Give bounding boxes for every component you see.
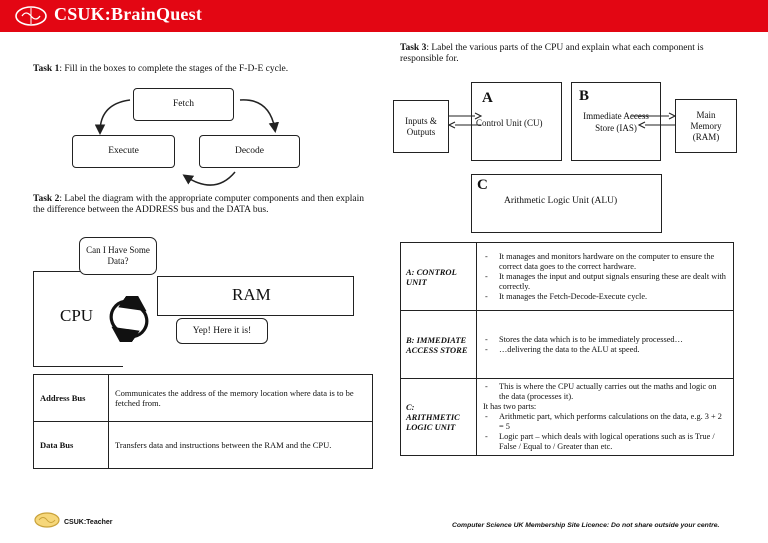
letter-c: C bbox=[477, 177, 488, 193]
table-row bbox=[401, 311, 734, 379]
bus-table bbox=[33, 374, 373, 469]
bus-name: Address Bus bbox=[34, 375, 109, 422]
bus-description: Transfers data and instructions between the RAM and the CPU. bbox=[109, 422, 373, 469]
task2-instructions: Task 2: Label the diagram with the appropriate computer components and then explain the difference between the ADDRESS bus and the DATA bus. bbox=[33, 194, 365, 215]
alu-label: Arithmetic Logic Unit (ALU) bbox=[504, 196, 618, 206]
letter-a: A bbox=[482, 90, 493, 106]
table-row bbox=[34, 375, 373, 422]
bus-name: Data Bus bbox=[34, 422, 109, 469]
decode-box: Decode bbox=[199, 135, 300, 168]
data-transfer-cycle-icon bbox=[106, 296, 152, 342]
execute-box: Execute bbox=[72, 135, 175, 168]
cpu-connector-arrows bbox=[445, 108, 685, 138]
component-description: - Stores the data which is to be immediately processed… - …delivering the data to the ALU at speed. bbox=[477, 311, 734, 379]
footer-brand: CSUK:Teacher bbox=[64, 519, 113, 526]
ram-label: RAM bbox=[232, 285, 271, 304]
task3-instructions: Task 3: Label the various parts of the CPU and explain what each component is responsible for. bbox=[400, 43, 704, 64]
footer-logo-icon bbox=[33, 510, 61, 530]
cpu-components-table bbox=[400, 242, 734, 456]
speech-bubble-answer: Yep! Here it is! bbox=[176, 318, 268, 344]
speech-bubble-question: Can I Have Some Data? bbox=[79, 237, 157, 275]
brain-logo-icon bbox=[14, 5, 48, 27]
component-description: - This is where the CPU actually carries out the maths and logic on the data (processes it). It has two parts: - Arithmetic part, which performs calculations on the data, e.g. 3 + 2 = 5 - Logic part – which deals with logical operations such as is True / False / Equal to / Greater than etc. bbox=[477, 379, 734, 456]
table-row bbox=[401, 379, 734, 456]
table-row bbox=[401, 243, 734, 311]
component-label: C: ARITHMETIC LOGIC UNIT bbox=[401, 379, 477, 456]
fetch-box: Fetch bbox=[133, 88, 234, 121]
inputs-outputs-box: Inputs & Outputs bbox=[393, 100, 449, 153]
component-label: A: CONTROL UNIT bbox=[401, 243, 477, 311]
letter-b: B bbox=[579, 88, 590, 104]
task1-instructions: Task 1: Fill in the boxes to complete the stages of the F-D-E cycle. bbox=[33, 64, 289, 74]
component-label: B: IMMEDIATE ACCESS STORE bbox=[401, 311, 477, 379]
ias-label: Immediate Access Store (IAS) bbox=[583, 111, 649, 133]
main-memory-box: Main Memory (RAM) bbox=[675, 99, 737, 153]
component-description: - It manages and monitors hardware on the computer to ensure the correct data goes to the correct hardware. - It manages the input and output signals ensuring these are dealt with correctly. - It manages the Fetch-Decode-Execute cycle. bbox=[477, 243, 734, 311]
cpu-label: CPU bbox=[60, 306, 94, 325]
control-unit-label: Control Unit (CU) bbox=[476, 118, 543, 128]
bus-description: Communicates the address of the memory location where data is to be fetched from. bbox=[109, 375, 373, 422]
page-title: CSUK:BrainQuest bbox=[54, 4, 203, 24]
table-row bbox=[34, 422, 373, 469]
footer-licence: Computer Science UK Membership Site Licence: Do not share outside your centre. bbox=[452, 522, 720, 529]
